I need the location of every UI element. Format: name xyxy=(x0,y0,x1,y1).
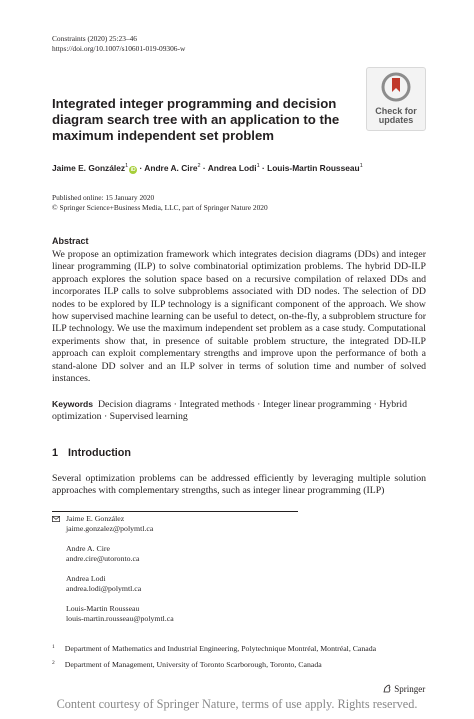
journal-citation: Constraints (2020) 25:23–46 xyxy=(52,34,137,43)
paper-title: Integrated integer programming and decision diagram search tree with an application to the maximum independent set problem xyxy=(52,96,340,143)
affiliation: $^2$ Department of Management, University of Toronto Scarborough, Toronto, Canada xyxy=(52,660,322,669)
badge-line-1: Check for xyxy=(375,106,417,116)
keywords xyxy=(52,398,426,424)
check-for-updates-badge[interactable] xyxy=(366,67,426,131)
orcid-icon[interactable]: iD xyxy=(130,167,136,173)
abstract-heading: Abstract xyxy=(52,236,89,246)
springer-wordmark: Springer xyxy=(394,684,426,694)
contact-email[interactable]: andre.cire@utoronto.ca xyxy=(66,554,140,563)
contact-name: Andrea Lodi xyxy=(66,574,106,583)
envelope-icon xyxy=(52,516,60,522)
affiliation: $^1$ Department of Mathematics and Industrial Engineering, Polytechnique Montréal, Montréal, Canada xyxy=(52,644,377,653)
contact-email[interactable]: louis-martin.rousseau@polymtl.ca xyxy=(66,614,174,623)
badge-line-2: updates xyxy=(378,115,414,125)
contact-email[interactable]: andrea.lodi@polymtl.ca xyxy=(66,584,142,593)
keywords-text: Decision diagrams · Integrated methods · Integer linear programming · Hybrid optimization · Supervised learning xyxy=(52,399,408,423)
section-heading xyxy=(52,447,131,459)
contact-name: Jaime E. González xyxy=(66,514,125,523)
author[interactable]: Louis-Martin Rousseau$^1$ xyxy=(267,163,363,173)
abstract-text: We propose an optimization framework which integrates decision diagrams (DDs) and integer linear programming (ILP) to solve combinatorial optimization problems. The hybrid DD-ILP approach explores the solution space based on a recursive compilation of relaxed DDs and incorporates ILP calls to solve subproblems associated with DD nodes. The selection of DD nodes to be explored by ILP technology is a significant component of the approach. We show how supervised machine learning can be useful to detect, on-the-fly, a subproblem structure for ILP technology. We use the maximum independent set problem as a case study. Computational experiments show that, in presence of suitable problem structure, the integrated DD-ILP approach can exploit complementary strengths and improve upon the performance of both a stand-alone DD solver and an ILP solver in terms of solution time and number of solved instances. xyxy=(52,249,426,385)
published-date: Published online: 15 January 2020 xyxy=(52,193,155,202)
contact-name: Andre A. Cire xyxy=(66,544,110,553)
courtesy-notice: Content courtesy of Springer Nature, terms of use apply. Rights reserved. xyxy=(56,697,418,711)
intro-paragraph: Several optimization problems can be addressed efficiently by leveraging multiple solution approaches with complementary strengths, such as integer linear programming (ILP) xyxy=(52,473,426,497)
keywords-label: Keywords xyxy=(52,399,94,409)
author[interactable]: Andre A. Cire$^2$ xyxy=(144,163,201,173)
author-list: Jaime E. González$^1$iD · Andre A. Cire$^2$ · Andrea Lodi$^1$ · Louis-Martin Rousseau$^1$ xyxy=(52,163,363,173)
section-title: Introduction xyxy=(68,447,131,459)
author[interactable]: Andrea Lodi$^1$ xyxy=(207,163,260,173)
bookmark-icon xyxy=(381,72,411,102)
contact-name: Louis-Martin Rousseau xyxy=(66,604,140,613)
copyright-notice: © Springer Science+Business Media, LLC, part of Springer Nature 2020 xyxy=(52,203,268,212)
footnote-rule xyxy=(52,511,298,512)
section-number: 1 xyxy=(52,447,59,459)
springer-horse-icon xyxy=(383,684,392,693)
author[interactable]: Jaime E. González$^1$iD xyxy=(52,163,136,173)
doi-link[interactable]: https://doi.org/10.1007/s10601-019-09306-w xyxy=(52,44,186,53)
springer-logo xyxy=(383,684,425,694)
contact-email[interactable]: jaime.gonzalez@polymtl.ca xyxy=(66,524,154,533)
